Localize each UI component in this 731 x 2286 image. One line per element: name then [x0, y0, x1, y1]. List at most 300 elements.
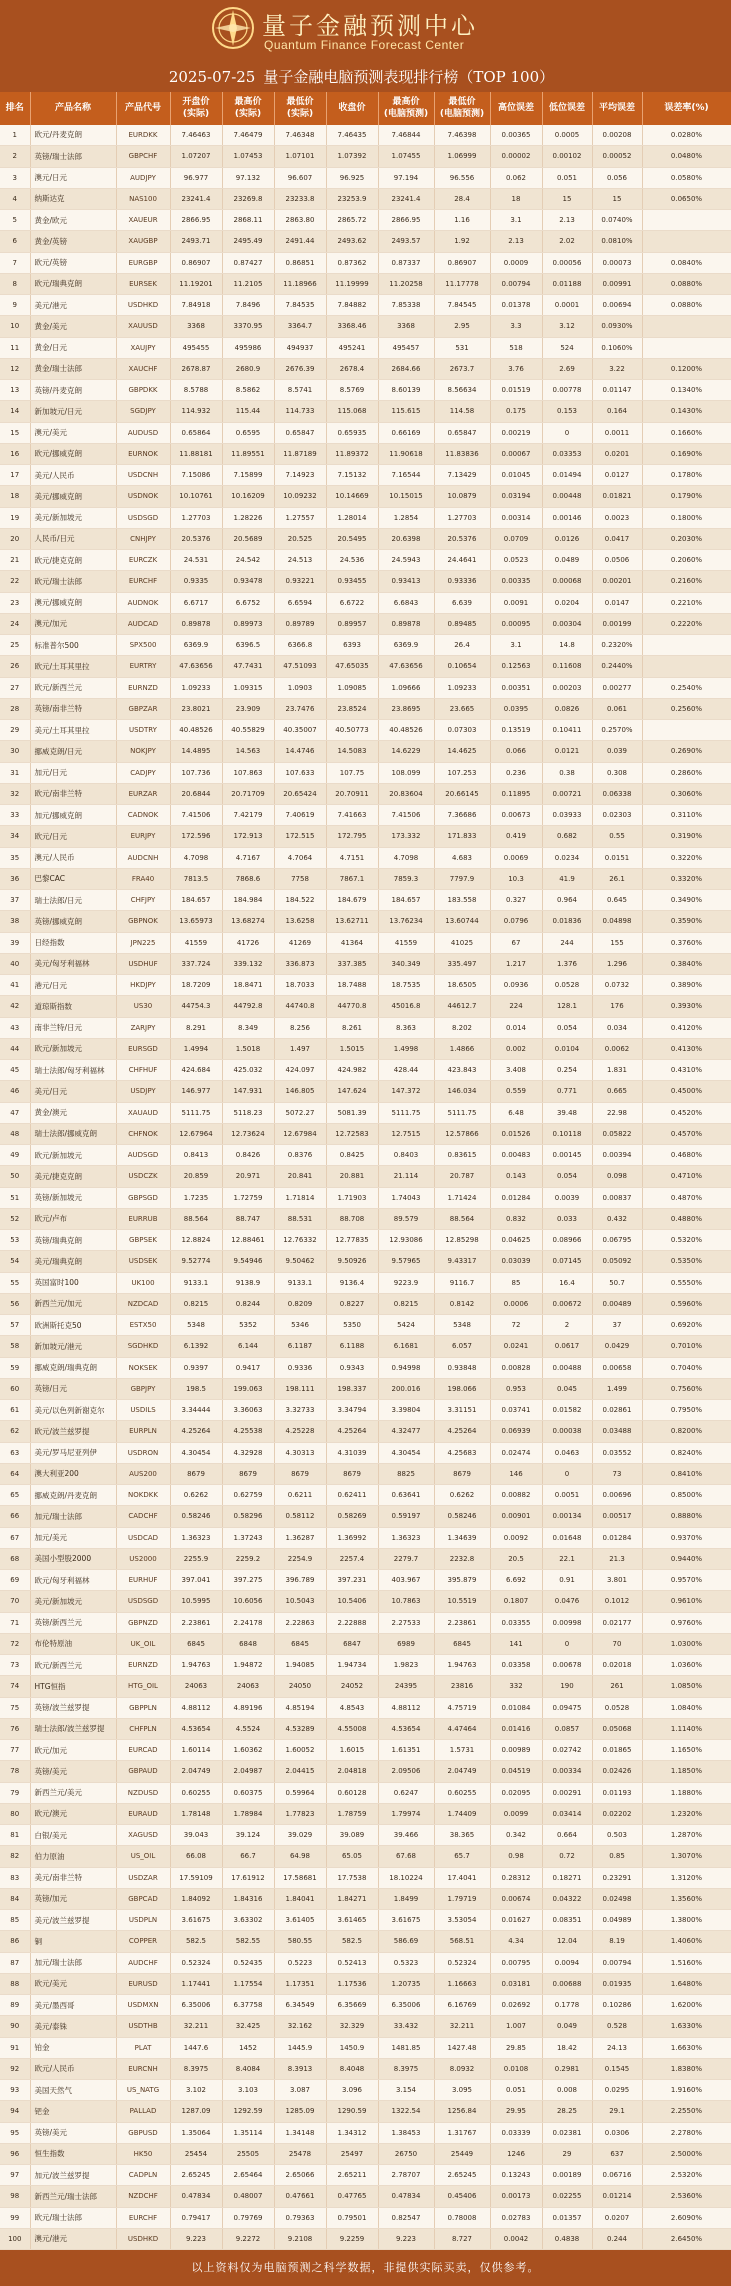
- cell-elow: 0.664: [542, 1825, 592, 1846]
- cell-high: 1.5018: [222, 1038, 274, 1059]
- cell-name: 美元/港元: [30, 295, 116, 316]
- cell-code: GBPCHF: [116, 146, 170, 167]
- cell-elow: 0.0001: [542, 295, 592, 316]
- table-row: [0, 2037, 731, 2058]
- cell-epct: [642, 635, 731, 656]
- cell-close: 6847: [326, 1633, 378, 1654]
- cell-ehigh: 0.00795: [490, 1952, 542, 1973]
- cell-low: 5072.27: [274, 1102, 326, 1123]
- cell-epct: 2.5000%: [642, 2143, 731, 2164]
- report-date: 2025-07-25: [168, 68, 256, 86]
- cell-ehigh: 0.02692: [490, 1995, 542, 2016]
- cell-epct: [642, 210, 731, 231]
- cell-eavg: 0.244: [592, 2228, 642, 2249]
- cell-high: 3370.95: [222, 316, 274, 337]
- table-row: [0, 1485, 731, 1506]
- cell-ehigh: 0.0006: [490, 1293, 542, 1314]
- cell-phigh: 108.099: [378, 762, 434, 783]
- cell-close: 14.5083: [326, 741, 378, 762]
- cell-high: 11.2105: [222, 273, 274, 294]
- cell-rank: 95: [0, 2122, 30, 2143]
- cell-plow: 1.5731: [434, 1740, 490, 1761]
- cell-ehigh: 29.95: [490, 2101, 542, 2122]
- cell-high: 4.5524: [222, 1718, 274, 1739]
- cell-code: CADCHF: [116, 1506, 170, 1527]
- cell-rank: 33: [0, 805, 30, 826]
- cell-eavg: 0.0201: [592, 443, 642, 464]
- cell-low: 13.6258: [274, 911, 326, 932]
- cell-name: 美国天然气: [30, 2080, 116, 2101]
- cell-elow: 0.00134: [542, 1506, 592, 1527]
- cell-open: 3368: [170, 316, 222, 337]
- cell-open: 6845: [170, 1633, 222, 1654]
- cell-epct: [642, 720, 731, 741]
- cell-name: 钯金: [30, 2101, 116, 2122]
- cell-close: 6393: [326, 635, 378, 656]
- cell-plow: 0.86907: [434, 252, 490, 273]
- cell-close: 1.94734: [326, 1655, 378, 1676]
- cell-code: EURCAD: [116, 1740, 170, 1761]
- cell-rank: 30: [0, 741, 30, 762]
- cell-open: 1.78148: [170, 1803, 222, 1824]
- cell-open: 7.46463: [170, 125, 222, 146]
- cell-code: PALLAD: [116, 2101, 170, 2122]
- cell-code: EURDKK: [116, 125, 170, 146]
- cell-phigh: 39.466: [378, 1825, 434, 1846]
- cell-close: 0.52413: [326, 1952, 378, 1973]
- cell-epct: 0.3890%: [642, 975, 731, 996]
- cell-high: 9138.9: [222, 1272, 274, 1293]
- cell-high: 2.24178: [222, 1612, 274, 1633]
- cell-high: 23.909: [222, 698, 274, 719]
- cell-high: 184.984: [222, 890, 274, 911]
- cell-plow: 65.7: [434, 1846, 490, 1867]
- cell-rank: 4: [0, 188, 30, 209]
- cell-high: 2868.11: [222, 210, 274, 231]
- cell-close: 65.05: [326, 1846, 378, 1867]
- cell-eavg: 0.00073: [592, 252, 642, 273]
- cell-elow: 0.01582: [542, 1400, 592, 1421]
- cell-high: 339.132: [222, 953, 274, 974]
- cell-open: 4.53654: [170, 1718, 222, 1739]
- cell-name: 美元/新加坡元: [30, 1591, 116, 1612]
- cell-phigh: 1.9823: [378, 1655, 434, 1676]
- cell-elow: 0.0234: [542, 847, 592, 868]
- cell-name: 美元/墨西哥: [30, 1995, 116, 2016]
- cell-elow: 0.02381: [542, 2122, 592, 2143]
- brand-name-en: Quantum Finance Forecast Center: [264, 38, 465, 52]
- cell-code: EURPLN: [116, 1421, 170, 1442]
- table-header-row: [0, 92, 731, 125]
- cell-epct: 0.0480%: [642, 146, 731, 167]
- cell-elow: 0.00146: [542, 507, 592, 528]
- column-header-name: 产品名称: [30, 92, 116, 125]
- cell-epct: 0.9760%: [642, 1612, 731, 1633]
- cell-eavg: 0.2570%: [592, 720, 642, 741]
- cell-low: 1.77823: [274, 1803, 326, 1824]
- table-row: [0, 465, 731, 486]
- cell-low: 6.34549: [274, 1995, 326, 2016]
- cell-ehigh: 0.03355: [490, 1612, 542, 1633]
- cell-close: 495241: [326, 337, 378, 358]
- cell-code: AUDSGD: [116, 1145, 170, 1166]
- cell-eavg: 0.0151: [592, 847, 642, 868]
- cell-high: 1.17554: [222, 1973, 274, 1994]
- cell-ehigh: 0.00219: [490, 422, 542, 443]
- cell-rank: 67: [0, 1527, 30, 1548]
- cell-open: 2.04749: [170, 1761, 222, 1782]
- cell-ehigh: 0.00673: [490, 805, 542, 826]
- cell-name: 欧元/人民币: [30, 2058, 116, 2079]
- cell-code: AUDCHF: [116, 1952, 170, 1973]
- cell-plow: 198.066: [434, 1378, 490, 1399]
- cell-ehigh: 0.0042: [490, 2228, 542, 2249]
- cell-ehigh: 0.03181: [490, 1973, 542, 1994]
- cell-eavg: 0.0011: [592, 422, 642, 443]
- cell-name: 挪威克朗/瑞典克朗: [30, 1357, 116, 1378]
- cell-plow: 6845: [434, 1633, 490, 1654]
- cell-close: 2493.62: [326, 231, 378, 252]
- cell-ehigh: 1.217: [490, 953, 542, 974]
- cell-high: 4.25538: [222, 1421, 274, 1442]
- cell-low: 18.7033: [274, 975, 326, 996]
- table-row: [0, 1038, 731, 1059]
- cell-epct: 1.0840%: [642, 1697, 731, 1718]
- cell-open: 1.27703: [170, 507, 222, 528]
- cell-phigh: 0.89878: [378, 613, 434, 634]
- table-row: [0, 273, 731, 294]
- cell-low: 9.2108: [274, 2228, 326, 2249]
- table-row: [0, 1230, 731, 1251]
- cell-open: 1.07207: [170, 146, 222, 167]
- cell-high: 5352: [222, 1315, 274, 1336]
- cell-phigh: 0.63641: [378, 1485, 434, 1506]
- cell-high: 0.52435: [222, 1952, 274, 1973]
- cell-open: 12.8824: [170, 1230, 222, 1251]
- table-row: [0, 805, 731, 826]
- cell-eavg: 0.00991: [592, 273, 642, 294]
- cell-rank: 14: [0, 401, 30, 422]
- cell-open: 6.35006: [170, 1995, 222, 2016]
- cell-rank: 72: [0, 1633, 30, 1654]
- cell-code: USDILS: [116, 1400, 170, 1421]
- cell-eavg: 0.06338: [592, 783, 642, 804]
- table-row: [0, 592, 731, 613]
- cell-close: 32.329: [326, 2016, 378, 2037]
- cell-name: 欧元/瑞典克朗: [30, 273, 116, 294]
- table-row: [0, 1421, 731, 1442]
- cell-open: 4.88112: [170, 1697, 222, 1718]
- cell-name: 新西兰元/瑞士法郎: [30, 2186, 116, 2207]
- cell-epct: 0.0280%: [642, 125, 731, 146]
- cell-close: 12.72583: [326, 1123, 378, 1144]
- cell-elow: 0.682: [542, 826, 592, 847]
- cell-epct: 1.3070%: [642, 1846, 731, 1867]
- cell-elow: 0.09475: [542, 1697, 592, 1718]
- cell-low: 1.17351: [274, 1973, 326, 1994]
- cell-low: 0.58112: [274, 1506, 326, 1527]
- table-row: [0, 1293, 731, 1314]
- cell-low: 7758: [274, 868, 326, 889]
- cell-name: 澳元/人民币: [30, 847, 116, 868]
- cell-plow: 1.71424: [434, 1187, 490, 1208]
- cell-high: 25505: [222, 2143, 274, 2164]
- cell-low: 8.3913: [274, 2058, 326, 2079]
- cell-phigh: 1.8499: [378, 1888, 434, 1909]
- cell-plow: 0.10654: [434, 656, 490, 677]
- cell-code: US_NATG: [116, 2080, 170, 2101]
- cell-open: 47.63656: [170, 656, 222, 677]
- cell-epct: 0.8200%: [642, 1421, 731, 1442]
- cell-epct: 0.4130%: [642, 1038, 731, 1059]
- cell-phigh: 3.39804: [378, 1400, 434, 1421]
- cell-elow: 0.00778: [542, 380, 592, 401]
- cell-ehigh: 332: [490, 1676, 542, 1697]
- cell-eavg: 24.13: [592, 2037, 642, 2058]
- cell-close: 3.61465: [326, 1910, 378, 1931]
- cell-plow: 8.202: [434, 1017, 490, 1038]
- cell-open: 6369.9: [170, 635, 222, 656]
- cell-ehigh: 0.06939: [490, 1421, 542, 1442]
- cell-ehigh: 0.0936: [490, 975, 542, 996]
- cell-low: 10.5043: [274, 1591, 326, 1612]
- cell-elow: 0.00102: [542, 146, 592, 167]
- cell-low: 2254.9: [274, 1548, 326, 1569]
- cell-high: 1.78984: [222, 1803, 274, 1824]
- cell-epct: 0.2160%: [642, 571, 731, 592]
- cell-close: 5081.39: [326, 1102, 378, 1123]
- cell-code: XAUAUD: [116, 1102, 170, 1123]
- cell-epct: 0.2030%: [642, 528, 731, 549]
- table-row: [0, 741, 731, 762]
- cell-phigh: 2279.7: [378, 1548, 434, 1569]
- cell-low: 8.5741: [274, 380, 326, 401]
- cell-elow: 22.1: [542, 1548, 592, 1569]
- cell-high: 0.60375: [222, 1782, 274, 1803]
- cell-low: 7.46348: [274, 125, 326, 146]
- cell-epct: 1.0850%: [642, 1676, 731, 1697]
- cell-close: 24052: [326, 1676, 378, 1697]
- cell-ehigh: 0.01378: [490, 295, 542, 316]
- cell-elow: 0.00189: [542, 2165, 592, 2186]
- cell-high: 97.132: [222, 167, 274, 188]
- cell-elow: 0.049: [542, 2016, 592, 2037]
- cell-eavg: 0.2440%: [592, 656, 642, 677]
- cell-name: 英镑/新加坡元: [30, 1187, 116, 1208]
- cell-low: 2491.44: [274, 231, 326, 252]
- cell-ehigh: 0.419: [490, 826, 542, 847]
- cell-plow: 1.79719: [434, 1888, 490, 1909]
- cell-open: 32.211: [170, 2016, 222, 2037]
- cell-plow: 1.16: [434, 210, 490, 231]
- cell-ehigh: 0.00989: [490, 1740, 542, 1761]
- cell-plow: 531: [434, 337, 490, 358]
- cell-epct: 0.5350%: [642, 1251, 731, 1272]
- cell-epct: 0.4570%: [642, 1123, 731, 1144]
- cell-phigh: 1481.85: [378, 2037, 434, 2058]
- cell-name: 澳大利亚200: [30, 1463, 116, 1484]
- cell-epct: 1.1850%: [642, 1761, 731, 1782]
- cell-open: 397.041: [170, 1570, 222, 1591]
- cell-phigh: 20.6398: [378, 528, 434, 549]
- cell-epct: 0.5960%: [642, 1293, 731, 1314]
- cell-low: 4.30313: [274, 1442, 326, 1463]
- cell-code: AUDNOK: [116, 592, 170, 613]
- cell-open: 0.9397: [170, 1357, 222, 1378]
- cell-eavg: 0.06716: [592, 2165, 642, 2186]
- cell-eavg: 0.056: [592, 167, 642, 188]
- cell-phigh: 7.85338: [378, 295, 434, 316]
- cell-plow: 0.89485: [434, 613, 490, 634]
- cell-code: USDZAR: [116, 1867, 170, 1888]
- cell-rank: 79: [0, 1782, 30, 1803]
- cell-plow: 1.94763: [434, 1655, 490, 1676]
- cell-eavg: 0.665: [592, 1081, 642, 1102]
- cell-ehigh: 0.02783: [490, 2207, 542, 2228]
- cell-rank: 48: [0, 1123, 30, 1144]
- cell-close: 3.34794: [326, 1400, 378, 1421]
- cell-close: 0.89957: [326, 613, 378, 634]
- cell-low: 114.733: [274, 401, 326, 422]
- cell-eavg: 637: [592, 2143, 642, 2164]
- cell-elow: 0.08966: [542, 1230, 592, 1251]
- cell-eavg: 0.0023: [592, 507, 642, 528]
- table-row: [0, 1548, 731, 1569]
- cell-phigh: 47.63656: [378, 656, 434, 677]
- cell-epct: 0.5320%: [642, 1230, 731, 1251]
- cell-elow: 0.01494: [542, 465, 592, 486]
- cell-phigh: 18.7535: [378, 975, 434, 996]
- cell-name: 美元/挪威克朗: [30, 486, 116, 507]
- cell-name: 欧元/加元: [30, 1740, 116, 1761]
- cell-epct: 1.6200%: [642, 1995, 731, 2016]
- cell-epct: 0.2860%: [642, 762, 731, 783]
- cell-code: USDNOK: [116, 486, 170, 507]
- cell-elow: 0.0857: [542, 1718, 592, 1739]
- cell-high: 9.2272: [222, 2228, 274, 2249]
- cell-elow: 0.01836: [542, 911, 592, 932]
- cell-name: 瑞士法郎/波兰兹罗提: [30, 1718, 116, 1739]
- cell-eavg: 26.1: [592, 868, 642, 889]
- cell-epct: 0.3590%: [642, 911, 731, 932]
- cell-low: 39.029: [274, 1825, 326, 1846]
- cell-elow: 16.4: [542, 1272, 592, 1293]
- table-row: [0, 698, 731, 719]
- cell-elow: 0.02255: [542, 2186, 592, 2207]
- cell-high: 0.8426: [222, 1145, 274, 1166]
- cell-ehigh: 20.5: [490, 1548, 542, 1569]
- cell-ehigh: 0.00067: [490, 443, 542, 464]
- cell-close: 0.8227: [326, 1293, 378, 1314]
- cell-name: 欧元/南非兰特: [30, 783, 116, 804]
- cell-elow: 0: [542, 1633, 592, 1654]
- cell-ehigh: 141: [490, 1633, 542, 1654]
- cell-code: NZDUSD: [116, 1782, 170, 1803]
- cell-open: 10.5995: [170, 1591, 222, 1612]
- cell-epct: 0.2690%: [642, 741, 731, 762]
- cell-low: 0.8209: [274, 1293, 326, 1314]
- cell-eavg: 0.0506: [592, 550, 642, 571]
- cell-high: 0.79769: [222, 2207, 274, 2228]
- cell-plow: 1.27703: [434, 507, 490, 528]
- table-row: [0, 571, 731, 592]
- cell-close: 115.068: [326, 401, 378, 422]
- cell-close: 8679: [326, 1463, 378, 1484]
- cell-close: 198.337: [326, 1378, 378, 1399]
- cell-code: EURCNH: [116, 2058, 170, 2079]
- table-row: [0, 1803, 731, 1824]
- cell-epct: [642, 231, 731, 252]
- cell-open: 1.7235: [170, 1187, 222, 1208]
- cell-code: CHFJPY: [116, 890, 170, 911]
- cell-eavg: 0.85: [592, 1846, 642, 1867]
- cell-rank: 84: [0, 1888, 30, 1909]
- cell-plow: 171.833: [434, 826, 490, 847]
- cell-high: 20.5689: [222, 528, 274, 549]
- cell-open: 8.291: [170, 1017, 222, 1038]
- cell-high: 1.28226: [222, 507, 274, 528]
- cell-phigh: 21.114: [378, 1166, 434, 1187]
- cell-open: 2.65245: [170, 2165, 222, 2186]
- cell-epct: 0.0840%: [642, 252, 731, 273]
- cell-low: 8.256: [274, 1017, 326, 1038]
- cell-epct: 1.2870%: [642, 1825, 731, 1846]
- cell-elow: 0.051: [542, 167, 592, 188]
- cell-plow: 6.16769: [434, 1995, 490, 2016]
- cell-close: 1.36992: [326, 1527, 378, 1548]
- cell-name: 白银/美元: [30, 1825, 116, 1846]
- cell-open: 1.60114: [170, 1740, 222, 1761]
- cell-plow: 1.16663: [434, 1973, 490, 1994]
- cell-plow: 9.43317: [434, 1251, 490, 1272]
- cell-eavg: 0.432: [592, 1208, 642, 1229]
- cell-rank: 69: [0, 1570, 30, 1591]
- cell-epct: 0.9570%: [642, 1570, 731, 1591]
- cell-elow: 2: [542, 1315, 592, 1336]
- cell-close: 39.089: [326, 1825, 378, 1846]
- table-row: [0, 1995, 731, 2016]
- cell-phigh: 11.20258: [378, 273, 434, 294]
- cell-code: US_OIL: [116, 1846, 170, 1867]
- table-body: [0, 125, 731, 2250]
- table-row: [0, 677, 731, 698]
- cell-low: 4.85194: [274, 1697, 326, 1718]
- cell-eavg: 3.801: [592, 1570, 642, 1591]
- cell-ehigh: 0.03339: [490, 2122, 542, 2143]
- cell-plow: 335.497: [434, 953, 490, 974]
- cell-phigh: 6.35006: [378, 1995, 434, 2016]
- cell-open: 8.3975: [170, 2058, 222, 2079]
- cell-epct: 0.0650%: [642, 188, 731, 209]
- cell-high: 425.032: [222, 1060, 274, 1081]
- cell-high: 4.7167: [222, 847, 274, 868]
- cell-plow: 5348: [434, 1315, 490, 1336]
- table-row: [0, 231, 731, 252]
- cell-ehigh: 146: [490, 1463, 542, 1484]
- cell-rank: 12: [0, 358, 30, 379]
- cell-name: 巴黎CAC: [30, 868, 116, 889]
- cell-open: 184.657: [170, 890, 222, 911]
- cell-low: 336.873: [274, 953, 326, 974]
- cell-elow: 0.00721: [542, 783, 592, 804]
- cell-phigh: 45016.8: [378, 996, 434, 1017]
- cell-high: 115.44: [222, 401, 274, 422]
- cell-high: 1.72759: [222, 1187, 274, 1208]
- cell-ehigh: 0.00901: [490, 1506, 542, 1527]
- cell-close: 1.71903: [326, 1187, 378, 1208]
- cell-code: NAS100: [116, 188, 170, 209]
- cell-open: 7813.5: [170, 868, 222, 889]
